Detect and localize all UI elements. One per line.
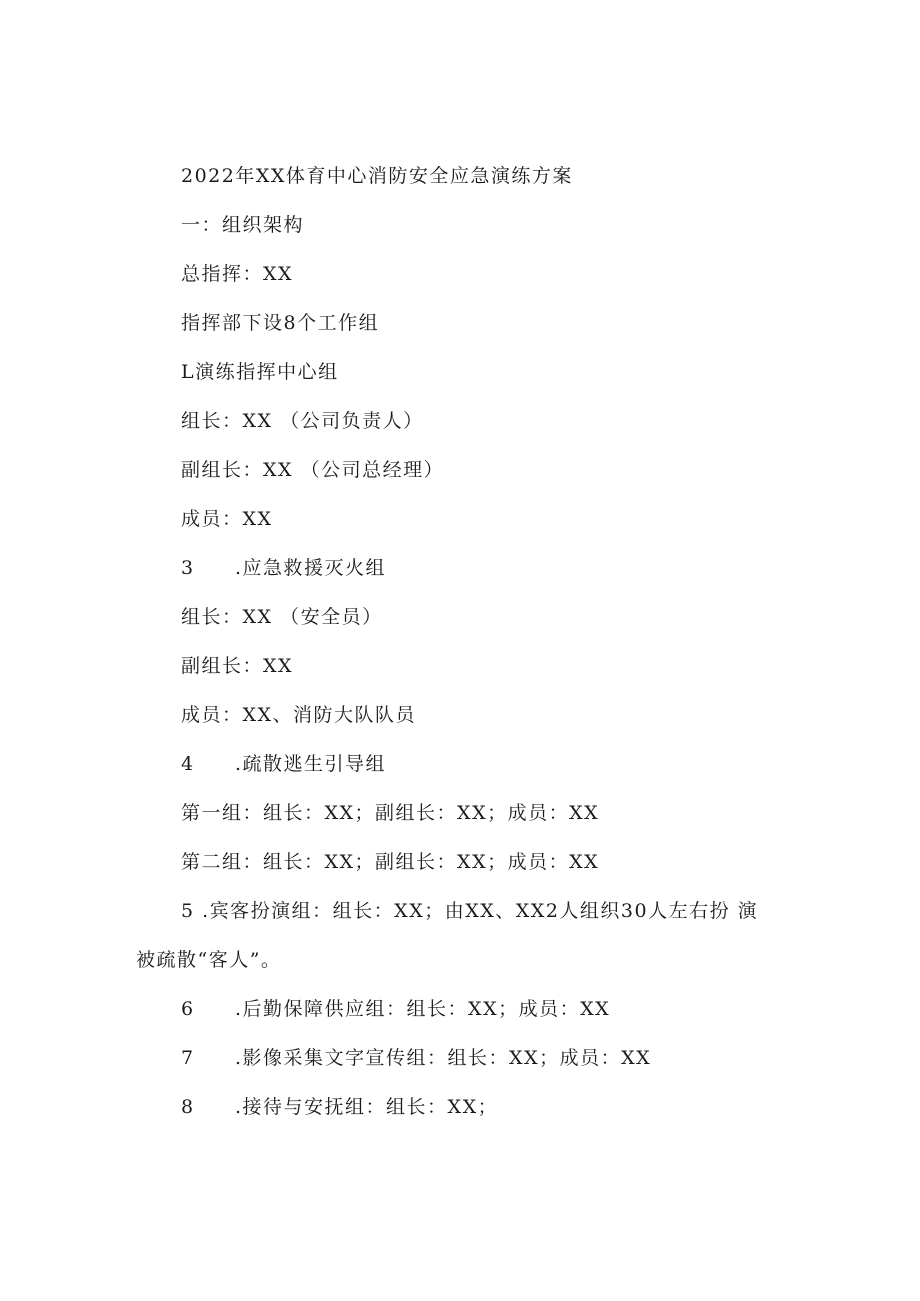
group7-text: .影像采集文字宣传组：组长：XX；成员：XX (235, 1047, 652, 1069)
group8-line (181, 1095, 498, 1119)
group6-text: .后勤保障供应组：组长：XX；成员：XX (235, 998, 611, 1020)
group5-line2: 被疏散“客人”。 (136, 949, 282, 971)
group6-number: 6 (181, 998, 195, 1020)
group4-team2: 第二组：组长：XX；副组长：XX；成员：XX (181, 851, 600, 873)
section-heading-organization: 一：组织架构 (181, 214, 305, 236)
group3-members: 成员：XX、消防大队队员 (181, 704, 417, 726)
group1-leader: 组长：XX （公司负责人） (181, 410, 424, 432)
group1-members: 成员：XX (181, 508, 273, 530)
group1-heading: L演练指挥中心组 (181, 361, 339, 383)
group7-line (181, 1046, 651, 1070)
group4-heading: .疏散逃生引导组 (235, 753, 387, 775)
group8-text: .接待与安抚组：组长：XX； (235, 1096, 499, 1118)
group7-number: 7 (181, 1047, 195, 1069)
group6-line (181, 997, 610, 1021)
group4-number: 4 (181, 753, 195, 775)
group4-team1: 第一组：组长：XX；副组长：XX；成员：XX (181, 802, 600, 824)
group3-deputy: 副组长：XX (181, 655, 294, 677)
group5-line1: 5 .宾客扮演组：组长：XX；由XX、XX2人组织30人左右扮 演 (181, 900, 759, 922)
group1-deputy: 副组长：XX （公司总经理） (181, 459, 445, 481)
group3-heading: .应急救援灭火组 (235, 557, 387, 579)
group3-heading-line (181, 556, 386, 580)
group4-heading-line (181, 752, 386, 776)
group3-leader: 组长：XX （安全员） (181, 606, 383, 628)
commander-line: 总指挥：XX (181, 263, 294, 285)
group3-number: 3 (181, 557, 195, 579)
group8-number: 8 (181, 1096, 195, 1118)
document-title: 2022年XX体育中心消防安全应急演练方案 (181, 165, 573, 187)
subgroups-intro: 指挥部下设8个工作组 (181, 312, 380, 334)
